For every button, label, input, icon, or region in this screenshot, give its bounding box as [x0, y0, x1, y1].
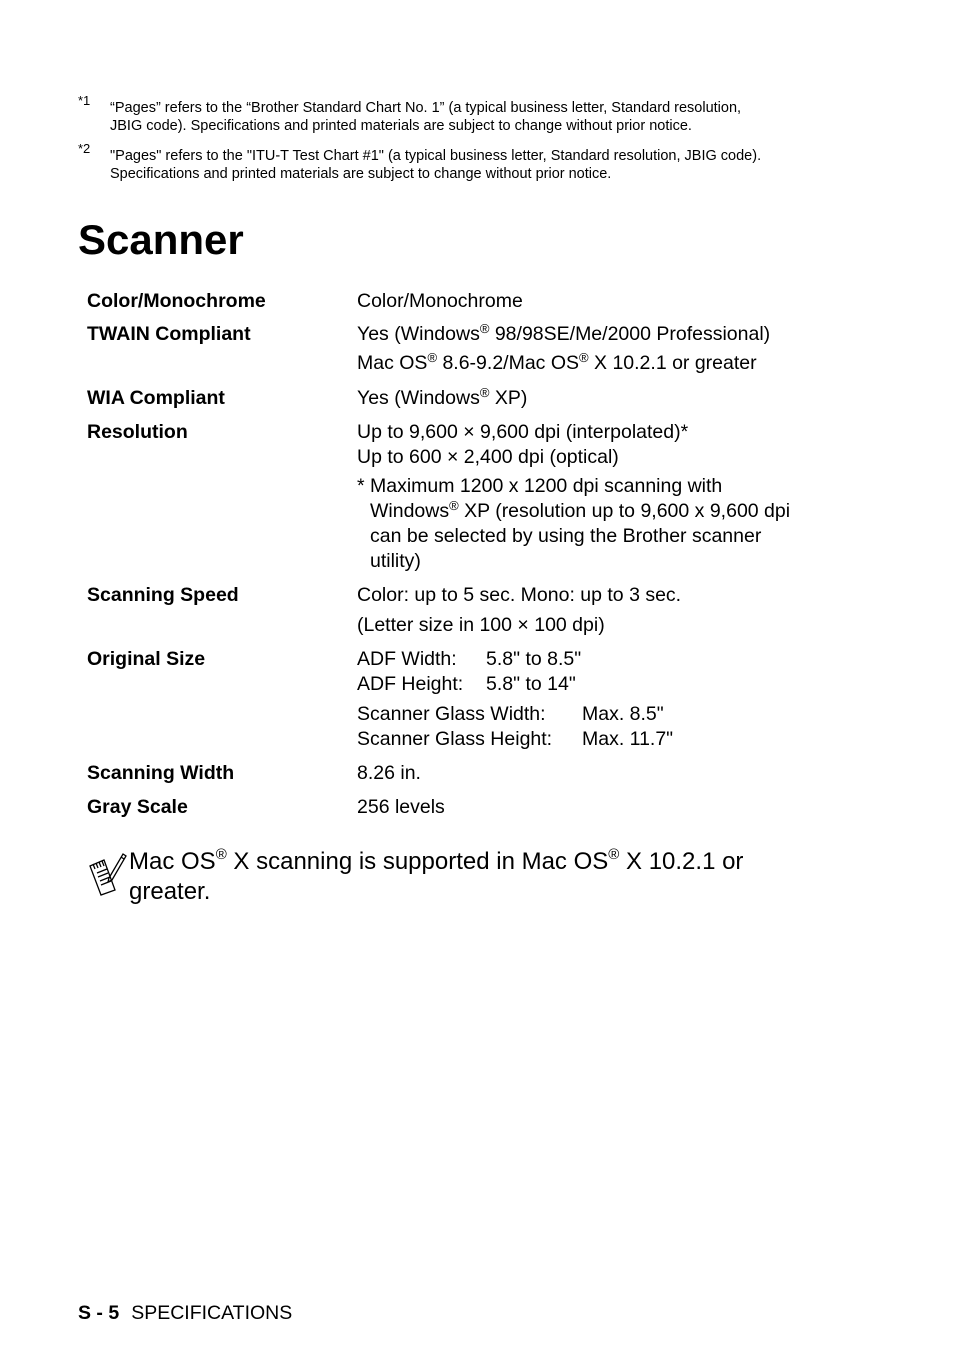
footnote-line: Specifications and printed materials are subject to change without prior notice.: [110, 166, 612, 182]
value-text: Up to 600: [357, 446, 447, 468]
note-text: [129, 847, 809, 907]
note-segment: X 10.2.1 or: [619, 848, 744, 875]
footnote-line: “Pages” refers to the “Brother Standard Chart No. 1” (a typical business letter, Standard resolution,: [110, 100, 742, 116]
spec-value: [357, 322, 877, 376]
note-pad-icon: [87, 852, 127, 896]
note-segment: X scanning is supported in Mac OS: [226, 848, 609, 875]
value-text: 5.8" to 8.5": [486, 648, 582, 670]
registered-mark: ®: [215, 846, 227, 863]
value-label: Scanner Glass Height:: [357, 728, 553, 750]
registered-mark: ®: [479, 385, 490, 400]
value-text: Up to 9,600: [357, 421, 464, 443]
footnote-line: JBIG code). Specifications and printed materials are subject to change without prior notice.: [110, 118, 692, 134]
note-segment: greater.: [129, 878, 211, 905]
spec-value: [357, 420, 877, 574]
spec-label: WIA Compliant: [87, 387, 225, 409]
note-segment: Mac OS: [129, 848, 216, 875]
spec-value: [357, 761, 877, 786]
value-text: 5.8" to 14": [486, 673, 576, 695]
registered-mark: ®: [579, 350, 589, 365]
value-text: Yes (Windows: [357, 387, 480, 409]
spec-label: TWAIN Compliant: [87, 323, 251, 345]
value-text: XP): [489, 387, 528, 409]
registered-mark: ®: [479, 321, 490, 336]
value-text: utility): [370, 550, 421, 572]
value-text: XP (resolution up to 9,600 x 9,600 dpi: [458, 500, 791, 522]
value-text: 98/98SE/Me/2000 Professional): [489, 323, 771, 345]
times-sign: ×: [446, 446, 459, 468]
value-text: 8.26 in.: [357, 762, 421, 784]
value-label: Scanner Glass Width:: [357, 703, 546, 725]
spec-value: [357, 289, 877, 314]
spec-label: Color/Monochrome: [87, 290, 266, 312]
value-text: X 10.2.1 or greater: [588, 352, 757, 374]
value-text: Windows: [370, 500, 450, 522]
spec-value: [357, 795, 877, 820]
value-text: 256 levels: [357, 796, 445, 818]
registered-mark: ®: [608, 846, 620, 863]
footnote-mark: *2: [78, 141, 91, 156]
value-text: 100 dpi): [528, 614, 605, 636]
value-text: * Maximum 1200 x 1200 dpi scanning with: [357, 475, 723, 497]
times-sign: ×: [463, 421, 475, 443]
page-title: Scanner: [78, 216, 244, 263]
value-text: Color: up to 5 sec. Mono: up to 3 sec.: [357, 584, 682, 606]
footnote-2: [78, 141, 878, 183]
spec-value: [357, 583, 877, 638]
footnote-mark: *1: [78, 93, 91, 108]
times-sign: ×: [517, 614, 529, 636]
value-label: ADF Width:: [357, 648, 457, 670]
footnote-line: "Pages" refers to the "ITU-T Test Chart #1" (a typical business letter, Standard resolution, JBIG code).: [110, 148, 762, 164]
spec-label: Scanning Speed: [87, 584, 239, 606]
value-text: can be selected by using the Brother scanner: [370, 525, 762, 547]
value-text: Yes (Windows: [357, 323, 480, 345]
spec-label: Original Size: [87, 648, 206, 670]
value-text: 2,400 dpi (optical): [458, 446, 619, 468]
value-text: Max. 11.7": [582, 728, 674, 750]
registered-mark: ®: [427, 350, 438, 365]
value-text: Color/Monochrome: [357, 290, 523, 312]
value-label: ADF Height:: [357, 673, 464, 695]
spec-label: Resolution: [87, 421, 188, 443]
section-name: SPECIFICATIONS: [131, 1302, 293, 1324]
value-text: (Letter size in 100: [357, 614, 518, 636]
value-text: Mac OS: [357, 352, 428, 374]
value-text: Max. 8.5": [582, 703, 664, 725]
registered-mark: ®: [449, 498, 459, 513]
page-footer: [78, 1300, 292, 1326]
value-text: 8.6-9.2/Mac OS: [437, 352, 580, 374]
page-number: S - 5: [78, 1302, 120, 1324]
spec-value: [357, 647, 877, 752]
spec-label: Scanning Width: [87, 762, 235, 784]
spec-label: Gray Scale: [87, 796, 188, 818]
value-text: 9,600 dpi (interpolated)*: [474, 421, 689, 443]
spec-value: [357, 386, 877, 411]
footnote-1: [78, 93, 878, 135]
